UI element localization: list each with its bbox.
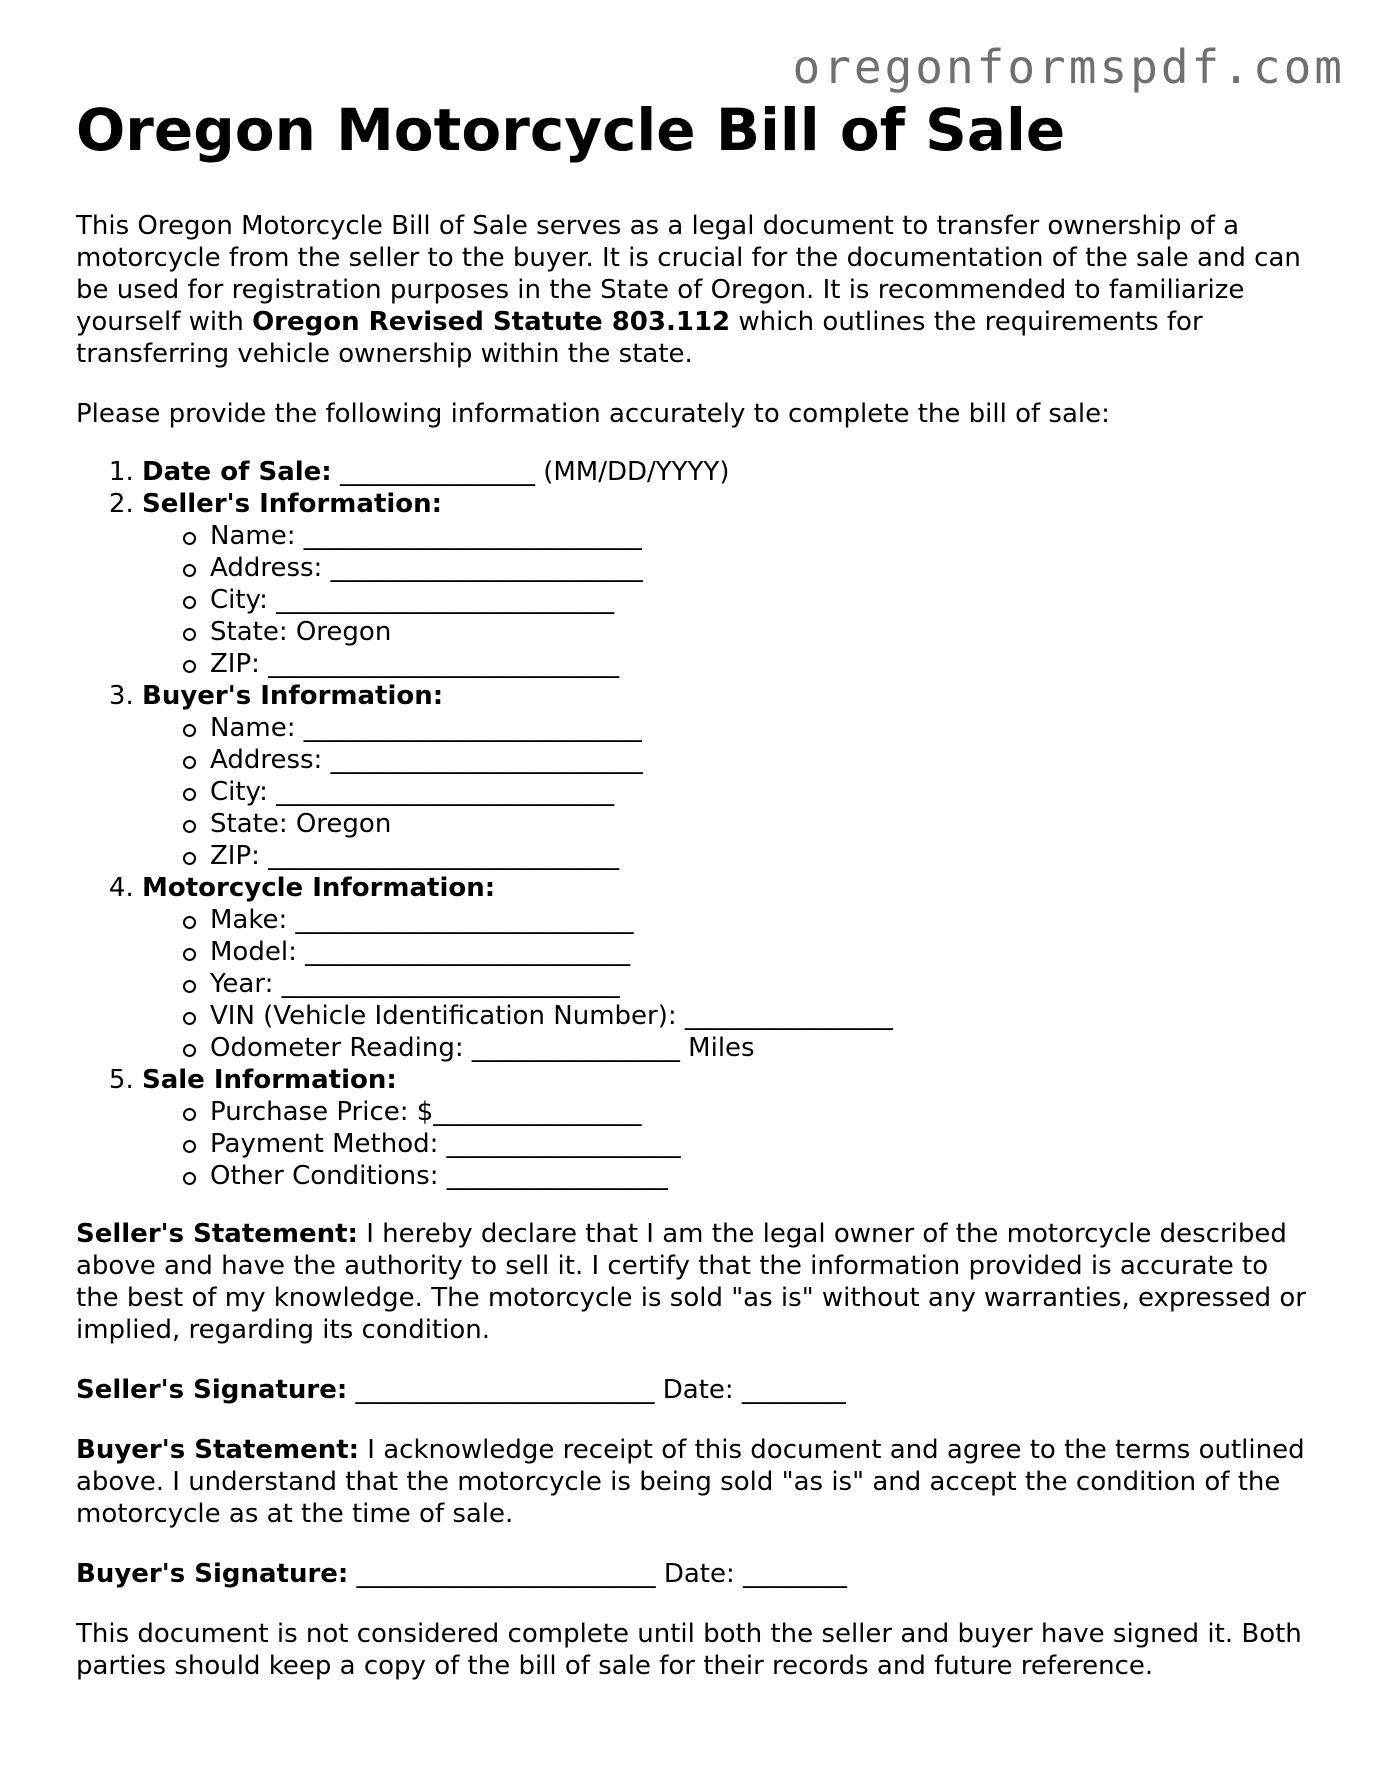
seller-address-field[interactable]: Address: ________________________ <box>210 552 1306 584</box>
year-field[interactable]: Year: __________________________ <box>210 968 1306 1000</box>
watermark: oregonformspdf.com <box>792 40 1345 94</box>
buyer-name-field[interactable]: Name: __________________________ <box>210 712 1306 744</box>
sale-info-section <box>142 1064 1306 1192</box>
model-field[interactable]: Model: _________________________ <box>210 936 1306 968</box>
buyer-statement-label: Buyer's Statement: <box>76 1435 360 1465</box>
closing-paragraph: This document is not considered complete until both the seller and buyer have signed it. Both parties should keep a copy of the bill of sale for their records and future reference. <box>76 1619 1302 1681</box>
buyer-statement-text: I acknowledge receipt of this document and agree to the terms outlined above. I understand that the motorcycle is being sold "as is" and accept the condition of the motorcycle as at the time of sale. <box>76 1435 1305 1529</box>
buyer-state-value: State: Oregon <box>210 808 1306 840</box>
form-fields-list <box>76 456 1306 1192</box>
seller-info-heading: Seller's Information: <box>142 489 443 519</box>
buyer-info-section <box>142 680 1306 872</box>
intro-text-before: This Oregon Motorcycle Bill of Sale serves as a legal document to transfer ownership of a motorcycle from the seller to the buyer. It is crucial for the documentation of the sale and can be used for registration purposes in the State of Oregon. It is recommended to familiarize yourself with <box>76 211 1301 337</box>
buyer-statement <box>76 1434 1306 1530</box>
seller-info-section <box>142 488 1306 680</box>
intro-paragraph <box>76 210 1306 370</box>
sale-info-list <box>142 1096 1306 1192</box>
buyer-signature-line <box>76 1558 1306 1590</box>
statute-reference: Oregon Revised Statute 803.112 <box>252 307 731 337</box>
seller-info-list <box>142 520 1306 680</box>
intro-text-after: which outlines the requirements for transferring vehicle ownership within the state. <box>76 307 1203 369</box>
seller-signature-field[interactable]: _______________________ Date: ________ <box>347 1375 846 1405</box>
vin-field[interactable]: VIN (Vehicle Identification Number): ________________ <box>210 1000 1306 1032</box>
other-conditions-field[interactable]: Other Conditions: _________________ <box>210 1160 1306 1192</box>
payment-method-field[interactable]: Payment Method: __________________ <box>210 1128 1306 1160</box>
seller-signature-label: Seller's Signature: <box>76 1375 348 1405</box>
seller-signature-line <box>76 1374 1306 1406</box>
sale-info-heading: Sale Information: <box>142 1065 397 1095</box>
make-field[interactable]: Make: __________________________ <box>210 904 1306 936</box>
buyer-zip-field[interactable]: ZIP: ___________________________ <box>210 840 1306 872</box>
date-of-sale-label: Date of Sale: <box>142 457 332 487</box>
odometer-field[interactable]: Odometer Reading: ________________ Miles <box>210 1032 1306 1064</box>
page-title: Oregon Motorcycle Bill of Sale <box>76 96 1066 164</box>
purchase-price-field[interactable]: Purchase Price: $________________ <box>210 1096 1306 1128</box>
motorcycle-info-section <box>142 872 1306 1064</box>
seller-name-field[interactable]: Name: __________________________ <box>210 520 1306 552</box>
motorcycle-info-heading: Motorcycle Information: <box>142 873 496 903</box>
buyer-address-field[interactable]: Address: ________________________ <box>210 744 1306 776</box>
buyer-city-field[interactable]: City: __________________________ <box>210 776 1306 808</box>
seller-statement-label: Seller's Statement: <box>76 1219 358 1249</box>
buyer-signature-label: Buyer's Signature: <box>76 1559 349 1589</box>
seller-city-field[interactable]: City: __________________________ <box>210 584 1306 616</box>
motorcycle-info-list <box>142 904 1306 1064</box>
buyer-info-heading: Buyer's Information: <box>142 681 444 711</box>
date-of-sale-item <box>142 456 1306 488</box>
seller-state-value: State: Oregon <box>210 616 1306 648</box>
date-of-sale-field[interactable]: _______________ (MM/DD/YYYY) <box>331 457 730 487</box>
buyer-info-list <box>142 712 1306 872</box>
seller-zip-field[interactable]: ZIP: ___________________________ <box>210 648 1306 680</box>
instructions-prompt: Please provide the following information accurately to complete the bill of sale: <box>76 399 1110 429</box>
buyer-signature-field[interactable]: _______________________ Date: ________ <box>348 1559 848 1589</box>
document-page <box>76 94 1306 1682</box>
seller-statement-text: I hereby declare that I am the legal owner of the motorcycle described above and have the authority to sell it. I certify that the information provided is accurate to the best of my knowledge. The motorcycle is sold "as is" without any warranties, expressed or implied, regarding its condition. <box>76 1219 1306 1345</box>
seller-statement <box>76 1218 1306 1346</box>
